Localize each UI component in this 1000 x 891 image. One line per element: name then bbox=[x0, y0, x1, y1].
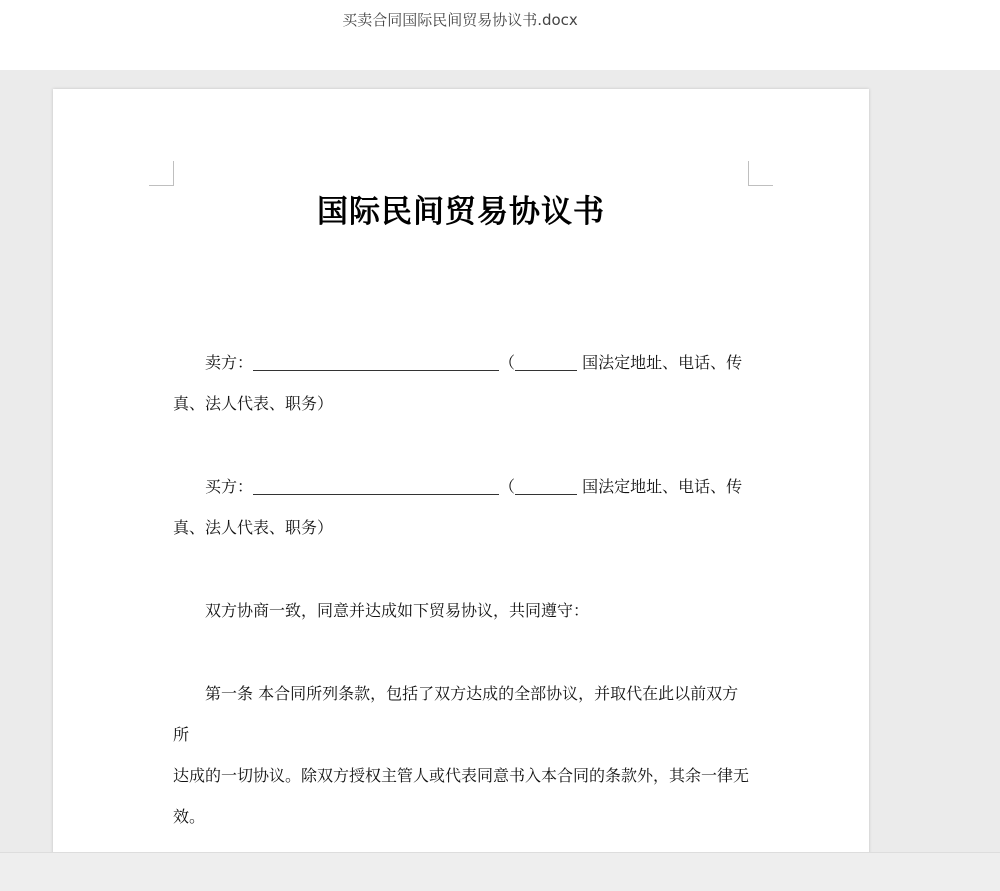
seller-country-blank bbox=[515, 352, 577, 371]
buyer-label: 买方： bbox=[205, 477, 254, 496]
document-filename: 买卖合同国际民间贸易协议书.docx bbox=[342, 11, 578, 29]
buyer-info-tail: 国法定地址、电话、传 bbox=[582, 477, 743, 496]
article-1-line-3: 效。 bbox=[173, 807, 206, 826]
document-workspace[interactable] bbox=[0, 70, 1000, 852]
buyer-country-blank bbox=[515, 476, 577, 495]
article-1-line-2: 达成的一切协议。除双方授权主管人或代表同意书入本合同的条款外，其余一律无 bbox=[173, 766, 750, 785]
seller-label: 卖方： bbox=[205, 353, 254, 372]
margin-corner-mark-top-left bbox=[149, 161, 174, 186]
buyer-paren: （ bbox=[499, 477, 516, 496]
buyer-paragraph bbox=[173, 466, 749, 548]
seller-name-blank bbox=[253, 352, 499, 371]
margin-corner-mark-top-right bbox=[748, 161, 773, 186]
article-1-line-1: 第一条 本合同所列条款，包括了双方达成的全部协议，并取代在此以前双方所 bbox=[173, 684, 739, 744]
seller-info-tail: 国法定地址、电话、传 bbox=[582, 353, 743, 372]
seller-line-1 bbox=[173, 342, 749, 383]
document-page[interactable] bbox=[53, 89, 869, 869]
title-bar bbox=[0, 0, 1000, 70]
buyer-line-2: 真、法人代表、职务） bbox=[173, 518, 334, 537]
seller-paren: （ bbox=[499, 353, 516, 372]
document-title: 国际民间贸易协议书 bbox=[317, 194, 605, 230]
seller-line-2: 真、法人代表、职务） bbox=[173, 394, 334, 413]
article-1-paragraph bbox=[173, 673, 749, 837]
intro-text: 双方协商一致，同意并达成如下贸易协议，共同遵守： bbox=[205, 601, 590, 620]
buyer-name-blank bbox=[253, 476, 499, 495]
status-bar bbox=[0, 852, 1000, 891]
buyer-line-1 bbox=[173, 466, 749, 507]
seller-paragraph bbox=[173, 342, 749, 424]
intro-paragraph bbox=[173, 590, 749, 631]
